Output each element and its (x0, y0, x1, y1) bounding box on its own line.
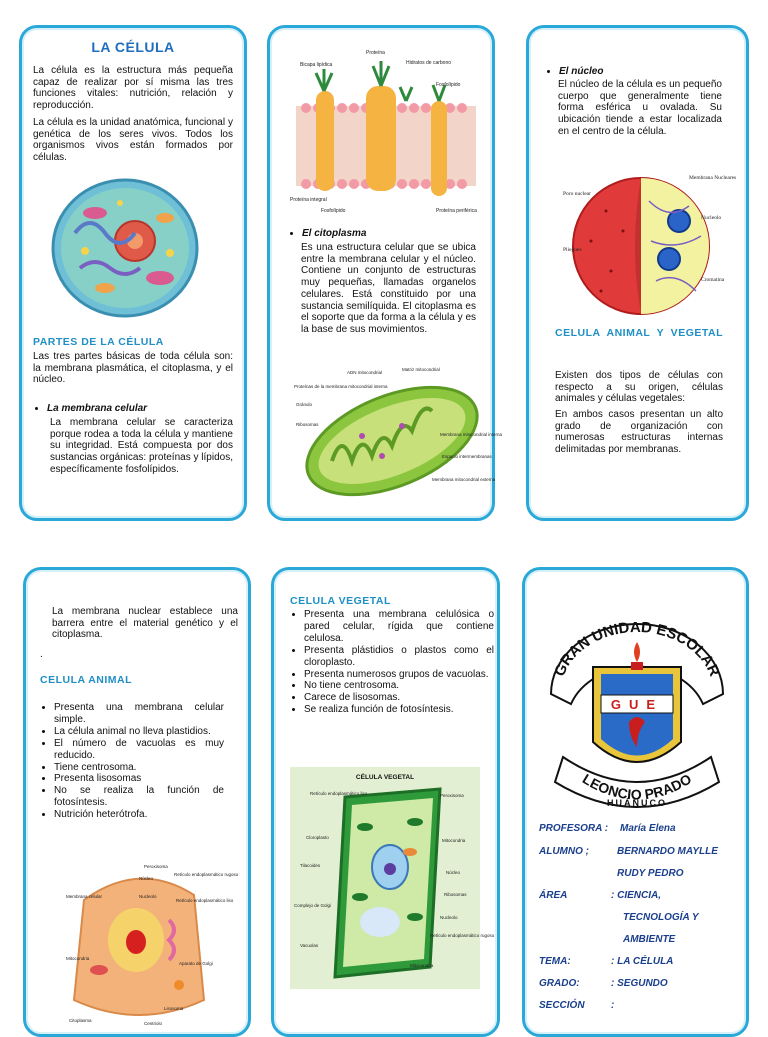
plant-cell-label: Tilacoides (300, 863, 321, 868)
animal-cell-label: Membrana celular (66, 894, 103, 899)
info-label: PROFESORA : (539, 823, 609, 834)
plant-cell-label: Cloroplasto (306, 835, 329, 840)
stray-dot: . (40, 649, 43, 660)
mito-label: ADN mitocondrial (347, 370, 383, 375)
animal-cell-label: Lisosoma (164, 1006, 184, 1011)
cytoplasm-list (288, 228, 492, 240)
plant-cell-list (290, 609, 494, 716)
animal-cell-label: Aparato de Golgi (179, 961, 213, 966)
nucleus-label: Poro nuclear (563, 191, 591, 197)
mito-label: Proteínas de la membrana mitocondrial interna (294, 384, 388, 389)
animal-cell-label: Citoplasma (69, 1018, 92, 1023)
list-item: • Presenta plástidios o plastos como el cloroplasto. (304, 645, 494, 669)
info-value: BERNARDO MAYLLE (617, 846, 718, 857)
animal-cell-label: Retículo endoplasmático rugoso (174, 872, 239, 877)
panel-celula-animal (23, 567, 251, 1037)
membrane-label: Proteína periférica (436, 208, 477, 214)
logo-city: HUÁNUCO (607, 798, 667, 808)
membrane-label: Bicapa lipídica (300, 62, 333, 68)
cytoplasm-title: • El citoplasma (302, 228, 492, 240)
animal-cell-list (40, 702, 224, 821)
info-label: SECCIÓN (539, 1000, 585, 1011)
nucleus-label: Cromatina (701, 277, 725, 283)
parts-text: Las tres partes básicas de toda célula son: la membrana plasmática, el citoplasma, y el núcleo. (33, 351, 233, 386)
school-logo (543, 622, 731, 812)
info-value: María Elena (620, 823, 676, 834)
list-item: • Tiene centrosoma. (54, 762, 224, 774)
animal-cell-label: Mitocondria (66, 956, 90, 961)
info-value: TECNOLOGÍA Y (623, 912, 699, 923)
animal-cell-label: Peroxisoma (144, 864, 168, 869)
cell-types-text: Existen dos tipos de células con respecto a su origen, células animales y células vegetales: (555, 370, 723, 405)
plant-cell-label: Ribosomas (444, 892, 467, 897)
plant-cell-label: Peroxisoma (440, 793, 464, 798)
page-title: LA CÉLULA (91, 39, 175, 55)
membrane-label: Hidratos de carbono (406, 60, 452, 66)
animal-cell-label: Retículo endoplasmático liso (176, 898, 234, 903)
nucleus-label: Membrana Nucleares (689, 175, 737, 181)
animal-cell-label: Núcleo (139, 876, 154, 881)
mito-label: Membrana mitocondrial interna (440, 432, 503, 437)
cytoplasm-text: Es una estructura celular que se ubica entre la membrana celular y el núcleo. Contiene un conjunto de estructuras muy pequeñas, llamadas organelos celulares. Está constituido por una sustancia semilíquida. El citoplasma es el soporte que da forma a la célula y es la base de sus movimientos. (301, 242, 476, 335)
mitochondria-diagram (292, 366, 503, 506)
nucleus-label: Nucleolo (701, 215, 722, 221)
list-item: • Presenta una membrana celulósica o pared celular, rígida que contiene celulosa. (304, 609, 494, 645)
panel-celula-vegetal (271, 567, 500, 1037)
plant-cell-label: Mitocondria (442, 838, 466, 843)
list-item: • El número de vacuolas es muy reducido. (54, 738, 224, 762)
list-item: • Carece de lisosomas. (304, 692, 494, 704)
plant-cell-label: Retículo endoplasmático liso (310, 791, 368, 796)
animal-cell-label: Nucleolo (139, 894, 157, 899)
list-item: • Presenta lisosomas (54, 773, 224, 785)
membrane-label: Proteína integral (290, 197, 327, 203)
animal-cell-illustration (50, 173, 200, 323)
nucleus-diagram (561, 171, 737, 316)
list-item: • Se realiza función de fotosíntesis. (304, 704, 494, 716)
mito-label: Gránulo (296, 402, 313, 407)
animal-cell-diagram (64, 860, 239, 1030)
info-label: TEMA: (539, 956, 571, 967)
list-item: • Presenta numerosos grupos de vacuolas. (304, 669, 494, 681)
nucleus-text: El núcleo de la célula es un pequeño cuerpo que generalmente tiene forma esférica u ovalada. Su ubicación tiende a estar localizada en el centro de la célula. (558, 79, 722, 137)
parts-heading: PARTES DE LA CÉLULA (33, 336, 164, 348)
membrane-title: • La membrana celular (47, 403, 237, 415)
list-item: • Presenta una membrana celular simple. (54, 702, 224, 726)
info-value: : SEGUNDO (611, 978, 668, 989)
logo-top-text: GRAN UNIDAD ESCOLAR (551, 622, 723, 679)
intro-paragraph-2: La célula es la unidad anatómica, funcional y genética de los seres vivos. Todos los organismos vivos están formados por células. (33, 117, 233, 164)
nucleus-list (545, 66, 739, 78)
info-value: AMBIENTE (623, 934, 676, 945)
mito-label: Membrana mitocondrial externa (432, 477, 496, 482)
animal-cell-heading: CELULA ANIMAL (40, 674, 133, 686)
mito-label: Matriz mitocondrial (402, 367, 440, 372)
info-label: ALUMNO ; (539, 846, 589, 857)
membrane-label: Proteína (366, 50, 385, 56)
intro-paragraph: La célula es la estructura más pequeña capaz de realizar por sí misma las tres funciones vitales: nutrición, relación y reproducción. (33, 65, 233, 112)
membrane-label: Fosfolípido (436, 82, 461, 88)
plant-cell-label: Núcleo (446, 870, 461, 875)
info-label: ÁREA (539, 890, 568, 901)
membrane-label: Fosfolípido (321, 208, 346, 214)
info-value: : CIENCIA, (611, 890, 661, 901)
panel-la-celula (19, 25, 247, 521)
plant-cell-label: Nucleolo (440, 915, 458, 920)
panel-nucleo (526, 25, 749, 521)
info-value: RUDY PEDRO (617, 868, 684, 879)
info-value: : (611, 1000, 615, 1011)
logo-shield-letters: GUE (610, 697, 664, 712)
list-item: • No se realiza la función de fotosíntesis. (54, 785, 224, 809)
cell-types-text-2: En ambos casos presentan un alto grado de organización con numerosas estructuras internas delimitadas por membranas. (555, 409, 723, 456)
list-item: • Nutrición heterótrofa. (54, 809, 224, 821)
membrane-list (33, 403, 237, 415)
panel-portada (522, 567, 749, 1037)
plant-cell-label: Retículo endoplasmático rugoso (430, 933, 495, 938)
list-item: • No tiene centrosoma. (304, 680, 494, 692)
plant-cell-label: Vacuolas (300, 943, 319, 948)
panel-citoplasma (267, 25, 503, 521)
plant-diagram-title: CÉLULA VEGETAL (355, 774, 415, 781)
plant-cell-label: Mitocondria (410, 963, 434, 968)
animal-vegetal-heading: CELULA ANIMAL Y VEGETAL (555, 327, 723, 339)
nucleus-title: • El núcleo (559, 66, 739, 78)
cell-membrane-diagram (286, 46, 484, 218)
nucleus-label: Pliegues (563, 247, 582, 253)
list-item: • La célula animal no lleva plastidios. (54, 726, 224, 738)
nuclear-membrane-text: La membrana nuclear establece una barrera entre el material genético y el citoplasma. (52, 606, 238, 641)
mito-label: Espacio intermembranas (442, 454, 492, 459)
info-value: : LA CÉLULA (611, 956, 674, 967)
logo-bottom-text: LEONCIO PRADO (579, 770, 695, 803)
info-label: GRADO: (539, 978, 580, 989)
membrane-text: La membrana celular se caracteriza porque rodea a toda la célula y mantiene su integridad. Está compuesta por dos sustancias orgánicas: proteínas y lípidos, específicamente fosfolípidos. (50, 417, 233, 475)
plant-cell-label: Complejo de Golgi (294, 903, 332, 908)
animal-cell-label: Centriolo (144, 1021, 163, 1026)
mito-label: Ribosomas (296, 422, 319, 427)
plant-cell-heading: CELULA VEGETAL (290, 595, 391, 607)
plant-cell-diagram (290, 767, 495, 989)
